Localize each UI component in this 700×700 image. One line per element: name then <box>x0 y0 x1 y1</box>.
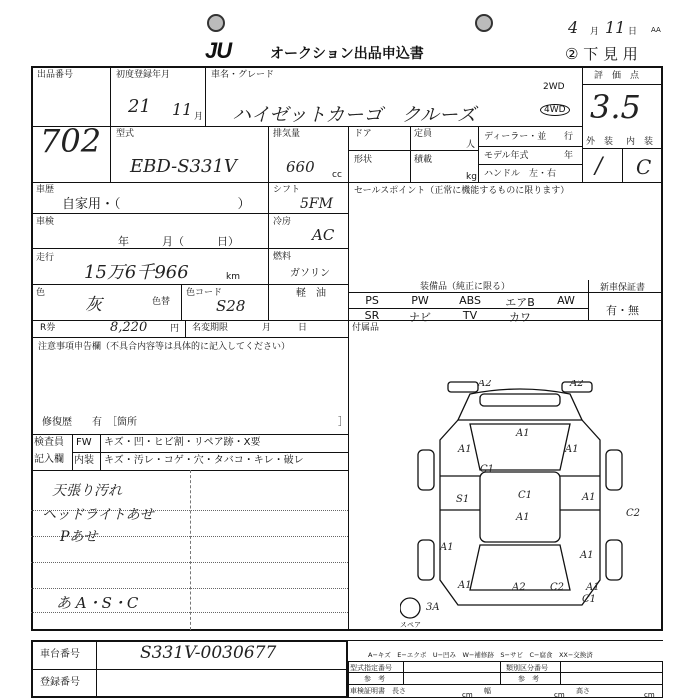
remark-2: ヘッドライトあせ <box>42 507 154 523</box>
mark-a1-tail: A1 <box>586 582 600 593</box>
items-label: 付属品 <box>352 323 380 333</box>
type-cert-label: 型式指定番号 <box>350 664 392 672</box>
ac-label: 冷房 <box>273 217 292 227</box>
mark-a2-rear: A2 <box>512 582 526 593</box>
ju-logo: JU <box>205 38 232 63</box>
ac-value: AC <box>312 226 335 244</box>
mark-c2-right: C2 <box>626 508 640 519</box>
date-month-unit: 月 <box>590 27 600 37</box>
first-reg-month: 11 <box>172 100 193 119</box>
mark-3a-spare: 3A <box>426 602 440 613</box>
recycle-label: R券 <box>40 323 56 333</box>
name-change-value: 月 日 <box>262 323 308 333</box>
door-label: ドア <box>354 129 372 139</box>
color-code-label: 色コード <box>186 288 223 298</box>
fuel-value-gasoline: ガソリン <box>290 268 330 279</box>
eq-abs: ABS <box>459 294 481 307</box>
dealer-value: 行 <box>564 132 574 142</box>
shift-label: シフト <box>273 185 301 195</box>
legend: A−キズ E−エクボ U−凹み W−補修跡 S−サビ C−腐食 XX−交換済 <box>368 651 593 659</box>
eq-navi: ナビ <box>409 311 431 324</box>
load-unit: kg <box>466 172 477 182</box>
displacement-unit: cc <box>332 170 342 180</box>
eq-sr: SR <box>364 309 380 322</box>
interior-row-text: キズ・汚レ・コゲ・穴・タバコ・キレ・破レ <box>104 455 304 466</box>
lot-no-label: 出品番号 <box>37 70 74 80</box>
mark-s1-left: S1 <box>456 494 470 505</box>
eq-leather: カワ <box>509 311 531 324</box>
color-code-value: S28 <box>216 297 246 315</box>
binder-hole-left <box>207 14 225 32</box>
drive-2wd: 2WD <box>543 82 565 92</box>
mark-c2-rear: C2 <box>550 582 565 593</box>
warranty-label: 新車保証書 <box>600 283 646 293</box>
binder-hole-right <box>475 14 493 32</box>
interior-row-label: 内装 <box>74 455 94 466</box>
eq-airbag: エアB <box>505 296 535 309</box>
capacity-unit: 人 <box>466 140 476 150</box>
model-year-unit: 年 <box>564 151 574 161</box>
date-month-hw: 4 <box>568 18 579 37</box>
width-label: 幅 <box>484 687 491 695</box>
lot-no-value: 702 <box>40 122 102 160</box>
equipment-title: 装備品（純正に限る） <box>420 282 511 292</box>
eq-aw: AW <box>557 294 575 307</box>
copy-label: ② 下 見 用 <box>565 45 638 63</box>
name-change-label: 名変期限 <box>192 323 229 333</box>
eq-ps: PS <box>365 294 379 307</box>
color-label: 色 <box>36 288 46 298</box>
eq-pw: PW <box>411 294 429 307</box>
drive-4wd: 4WD <box>540 104 570 116</box>
entry-label: 記入欄 <box>34 454 64 465</box>
repair-label: 修復歴 有 ［箇所 <box>42 417 137 428</box>
remark-3: Pあせ <box>60 529 98 545</box>
first-reg-year: 21 <box>128 96 151 117</box>
first-reg-label: 初度登録年月 <box>116 70 171 80</box>
mark-a1-center: A1 <box>516 512 530 523</box>
interior-value: C <box>636 155 652 179</box>
mark-c1-center: C1 <box>518 490 533 501</box>
interior-label: 内 装 <box>626 137 654 147</box>
handle-label: ハンドル 左・右 <box>484 169 557 179</box>
shift-value: 5FM <box>300 196 333 212</box>
width-unit: cm <box>554 691 565 699</box>
color-value: 灰 <box>85 295 102 315</box>
date-day-hw: 11 <box>605 18 626 37</box>
height-unit: cm <box>644 691 655 699</box>
height-label: 高さ <box>576 687 590 695</box>
dealer-label: ディーラー・並 <box>484 132 547 142</box>
mark-a2-front-left: A2 <box>478 380 492 389</box>
mark-a1-left-fender: A1 <box>458 444 472 455</box>
mileage-value: 15万6千966 <box>84 262 189 283</box>
spare-label: スペア <box>400 621 421 629</box>
inspection-label: 車検 <box>36 217 55 227</box>
chassis-value: S331V-0030677 <box>140 643 277 663</box>
inspection-value: 年 月（ 日） <box>118 235 239 248</box>
mark-a2-front-right: A2 <box>570 380 584 389</box>
mark-a1-right-fender: A1 <box>565 444 579 455</box>
remark-4: あ A・S・C <box>56 594 139 612</box>
fuel-label: 燃料 <box>273 252 292 262</box>
mileage-unit: km <box>226 272 240 282</box>
mark-c1-rear: C1 <box>582 594 597 605</box>
use-label: 車歴 <box>36 185 55 195</box>
sales-point-label: セールスポイント（正常に機能するものに限ります） <box>354 186 570 196</box>
use-value: 自家用・（ ） <box>62 197 251 212</box>
remark-1: 天張り汚れ <box>52 483 122 499</box>
mark-a1-right-door: A1 <box>582 492 596 503</box>
grade-value: 3.5 <box>590 88 641 126</box>
length-label: 長さ <box>392 687 406 695</box>
date-suffix: AA <box>651 26 661 34</box>
eq-tv: TV <box>462 309 478 322</box>
repair-close: ］ <box>338 417 348 428</box>
mark-a1-hood: A1 <box>516 428 530 439</box>
recycle-unit: 円 <box>170 324 180 334</box>
class-label: 類別区分番号 <box>506 664 548 672</box>
mileage-label: 走行 <box>36 253 55 263</box>
chassis-label: 車台番号 <box>40 649 80 660</box>
displacement-value: 660 <box>286 158 315 176</box>
warranty-value: 有・無 <box>606 304 639 317</box>
recycle-value: 8,220 <box>110 320 148 335</box>
model-year-label: モデル年式 <box>484 151 529 161</box>
inspector-label: 検査員 <box>34 437 64 448</box>
exterior-value: / <box>595 154 603 179</box>
first-reg-month-unit: 月 <box>194 112 204 122</box>
name-value: ハイゼットカーゴ クルーズ <box>232 104 476 126</box>
notes-label: 注意事項申告欄（不具合内容等は具体的に記入してください） <box>38 342 291 352</box>
date-day-unit: 日 <box>628 27 638 37</box>
model-value: EBD-S331V <box>130 156 237 177</box>
class-ref: 参 考 <box>518 675 539 683</box>
mark-a1-left-rear: A1 <box>440 542 454 553</box>
fuel-value-diesel: 軽 油 <box>296 288 326 299</box>
name-label: 車名・グレード <box>211 70 275 80</box>
mark-a1-rear-left: A1 <box>458 580 472 591</box>
displacement-label: 排気量 <box>273 129 301 139</box>
model-label: 型式 <box>116 129 135 139</box>
reg-no-label: 登録番号 <box>40 677 80 688</box>
capacity-label: 定員 <box>414 129 433 139</box>
color-change-label: 色替 <box>152 297 171 307</box>
mark-c1-left: C1 <box>480 464 495 475</box>
fw-text: キズ・凹・ヒビ割・リペア跡・X要 <box>104 437 261 448</box>
load-label: 積載 <box>414 155 433 165</box>
fw-label: FW <box>76 437 92 448</box>
mark-a1-rear-right: A1 <box>580 550 594 561</box>
form-title: オークション出品申込書 <box>270 46 424 62</box>
exterior-label: 外 装 <box>586 137 614 147</box>
car-diagram <box>400 380 640 620</box>
shape-label: 形状 <box>354 155 373 165</box>
grade-label: 評 価 点 <box>594 71 640 81</box>
type-cert-ref: 参 考 <box>364 675 385 683</box>
length-unit: cm <box>462 691 473 699</box>
cert-label: 車検証明書 <box>350 687 385 695</box>
